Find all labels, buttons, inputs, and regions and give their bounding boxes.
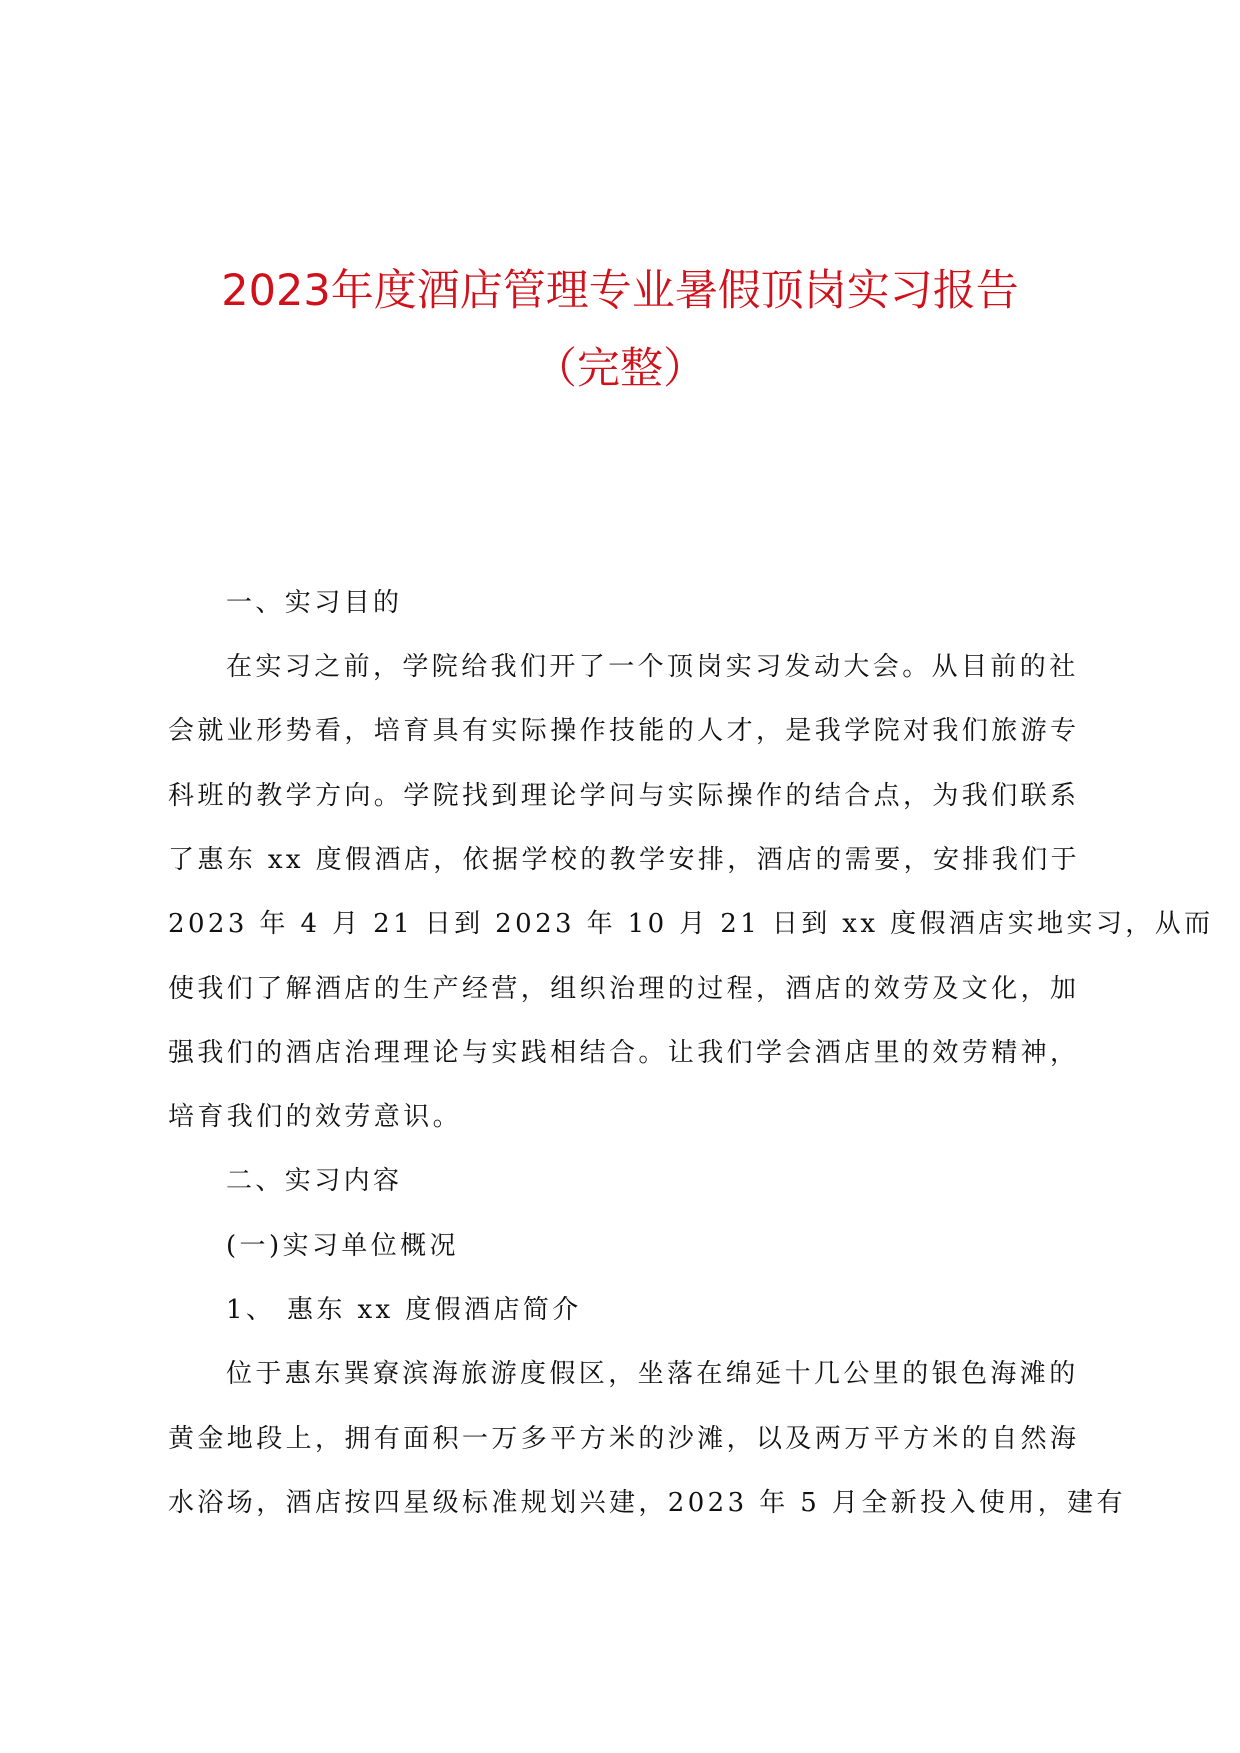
document-title: 2023年度酒店管理专业暑假顶岗实习报告 (221, 266, 1019, 316)
paragraph-line: 了惠东 xx 度假酒店，依据学校的教学安排，酒店的需要，安排我们于 (168, 845, 1081, 875)
document-title-subtitle: （完整） (534, 344, 706, 394)
subsection-heading: (一)实习单位概况 (226, 1231, 459, 1261)
section-heading-content: 二、实习内容 (226, 1166, 403, 1196)
paragraph-line: 会就业形势看，培育具有实际操作技能的人才，是我学院对我们旅游专 (168, 716, 1080, 746)
paragraph-line: 水浴场，酒店按四星级标准规划兴建，2023 年 5 月全新投入使用，建有 (168, 1488, 1126, 1518)
paragraph-line: 强我们的酒店治理理论与实践相结合。让我们学会酒店里的效劳精神， (168, 1038, 1080, 1068)
paragraph-line: 使我们了解酒店的生产经营，组织治理的过程，酒店的效劳及文化，加 (168, 974, 1080, 1004)
paragraph-line: 2023 年 4 月 21 日到 2023 年 10 月 21 日到 xx 度假酒店实地实习，从而 (168, 909, 1214, 939)
paragraph-line: 培育我们的效劳意识。 (168, 1102, 463, 1132)
list-item-heading: 1、 惠东 xx 度假酒店简介 (226, 1295, 582, 1325)
section-heading-purpose: 一、实习目的 (226, 588, 403, 618)
paragraph-line: 黄金地段上，拥有面积一万多平方米的沙滩，以及两万平方米的自然海 (168, 1424, 1080, 1454)
paragraph-line: 科班的教学方向。学院找到理论学问与实际操作的结合点，为我们联系 (168, 781, 1080, 811)
paragraph-line: 在实习之前，学院给我们开了一个顶岗实习发动大会。从目前的社 (226, 652, 1079, 682)
paragraph-line: 位于惠东巽寮滨海旅游度假区，坐落在绵延十几公里的银色海滩的 (226, 1359, 1079, 1389)
